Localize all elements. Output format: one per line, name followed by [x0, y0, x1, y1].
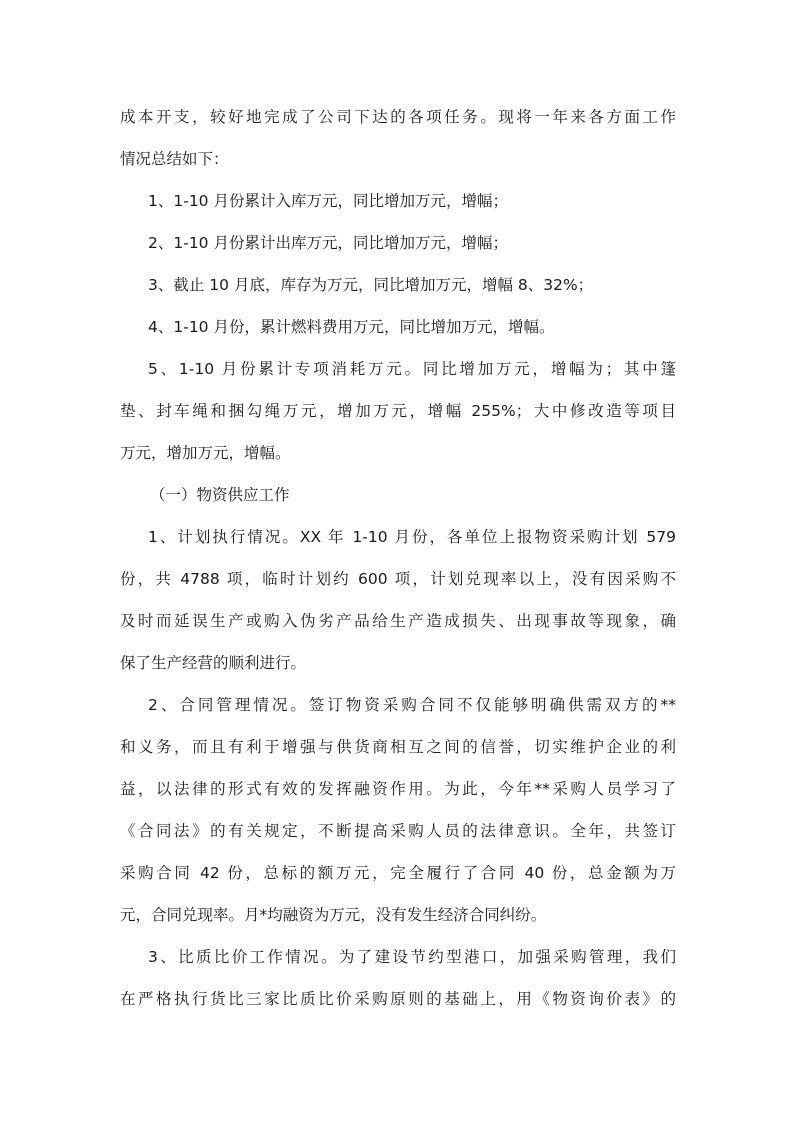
list-item: 1、1-10 月份累计入库万元，同比增加万元，增幅； [148, 192, 508, 210]
list-item: 4、1-10 月份，累计燃料费用万元，同比增加万元，增幅。 [148, 318, 555, 336]
paragraph-line: 元，合同兑现率。月*均融资为万元，没有发生经济合同纠纷。 [120, 906, 547, 924]
paragraph-line: 1、计划执行情况。XX 年 1-10 月份，各单位上报物资采购计划 579 [148, 528, 676, 546]
paragraph-line: 情况总结如下： [120, 150, 229, 168]
paragraph-line: 《合同法》的有关规定，不断提高采购人员的法律意识。全年，共签订 [120, 822, 676, 840]
paragraph-line: 益，以法律的形式有效的发挥融资作用。为此，今年**采购人员学习了 [120, 780, 676, 798]
paragraph-line: 3、比质比价工作情况。为了建设节约型港口，加强采购管理，我们 [148, 948, 676, 966]
paragraph-line: 在严格执行货比三家比质比价采购原则的基础上，用《物资询价表》的 [120, 990, 676, 1008]
section-heading: （一）物资供应工作 [150, 486, 290, 504]
paragraph-line: 和义务，而且有利于增强与供货商相互之间的信誉，切实维护企业的利 [120, 738, 676, 756]
paragraph-line: 采购合同 42 份，总标的额万元，完全履行了合同 40 份，总金额为万 [120, 864, 676, 882]
list-item: 5、1-10 月份累计专项消耗万元。同比增加万元，增幅为；其中篷 [148, 360, 676, 378]
paragraph-line: 成本开支，较好地完成了公司下达的各项任务。现将一年来各方面工作 [120, 108, 676, 126]
paragraph-line: 保了生产经营的顺利进行。 [120, 654, 307, 672]
paragraph-line: 及时而延误生产或购入伪劣产品给生产造成损失、出现事故等现象，确 [120, 612, 676, 630]
list-item: 2、1-10 月份累计出库万元，同比增加万元，增幅； [148, 234, 508, 252]
paragraph-line: 垫、封车绳和捆勾绳万元，增加万元，增幅 255%；大中修改造等项目 [120, 402, 676, 420]
paragraph-line: 2、合同管理情况。签订物资采购合同不仅能够明确供需双方的** [148, 696, 676, 714]
paragraph-line: 份，共 4788 项，临时计划约 600 项，计划兑现率以上，没有因采购不 [120, 570, 676, 588]
paragraph-line: 万元，增加万元，增幅。 [120, 444, 291, 462]
list-item: 3、截止 10 月底，库存为万元，同比增加万元，增幅 8、32%； [148, 276, 594, 294]
